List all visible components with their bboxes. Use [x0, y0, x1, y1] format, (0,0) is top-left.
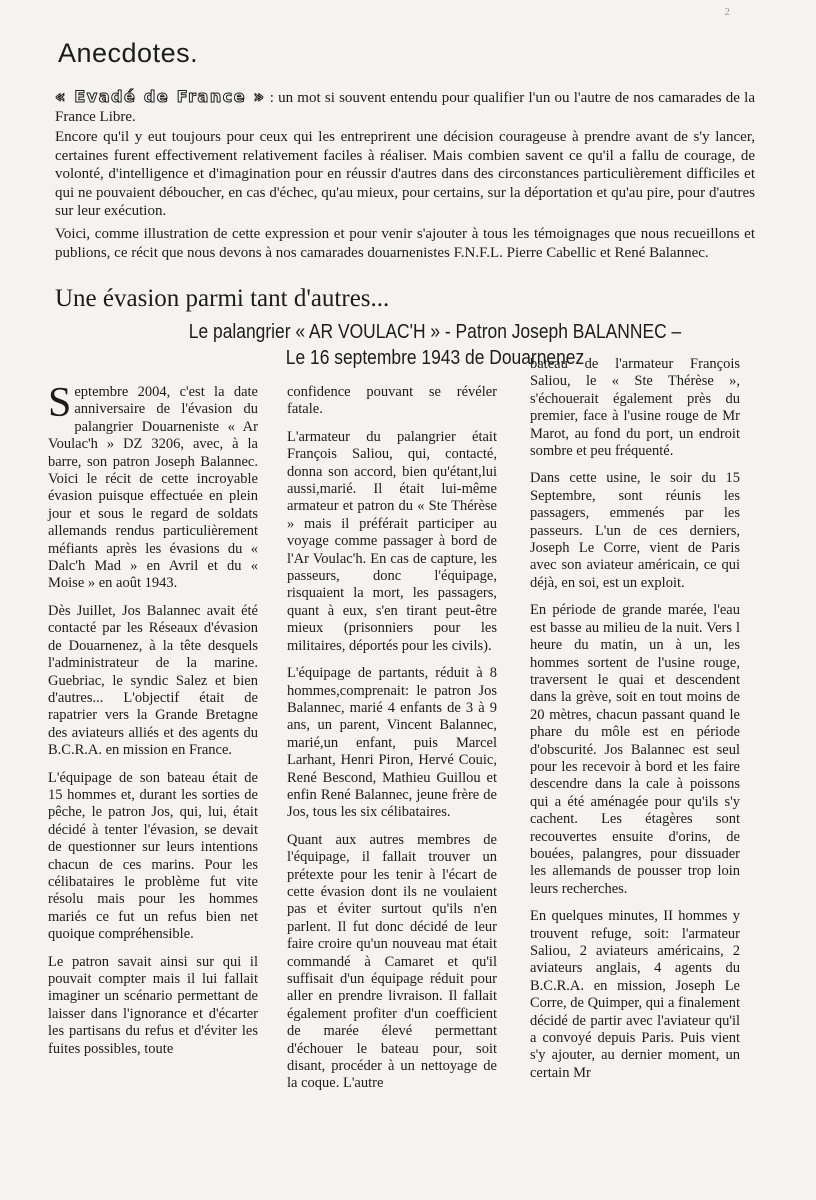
column-3 [530, 356, 740, 1092]
column-3-paragraph-3: En période de grande marée, l'eau est basse au milieu de la nuit. Vers l heure du matin, un à un, les hommes sortent de l'usine rouge, traversent le quai et descendent dans la grève, soit en tout moins de 20 mètres, chacun passant quand le phare du môle est en période d'obscurité. Jos Balannec est seul pour les recevoir à bord et les faire descendre dans la cale à poissons qui a été aménagée pour qu'ils s'y cachent. Les étagères sont recouvertes ensuite d'orins, de bouées, palangres, pour dissuader les allemands de pousser trop loin leurs recherches. [530, 602, 740, 897]
column-1-paragraph-2: Dès Juillet, Jos Balannec avait été contacté par les Réseaux d'évasion de Douarnenez, à la tête desquels l'administrateur de la marine. Guebriac, le syndic Salez et bien d'autres... L'objectif était de rapatrier vers la Grande Bretagne des aviateurs alliés et des agents du B.C.R.A. en mission en France. [48, 602, 258, 759]
intro-paragraph-3: Voici, comme illustration de cette expression et pour venir s'ajouter à tous les témoignages que nous recueillons et publions, ce récit que nous devons à nos camarades douarnenistes F.N.F.L. Pierre Cabellic et René Balannec. [55, 226, 755, 261]
evade-de-france-quote: « Evadé de France » [55, 87, 266, 106]
column-3-paragraph-4: En quelques minutes, II hommes y trouvent refuge, soit: l'armateur Saliou, 2 aviateurs américains, 2 aviateurs anglais, 4 agents du B.C.R.A. en mission, Joseph Le Corre, de Quimper, qui a finalement décidé de partir avec l'aviateur qu'il a convoyé depuis Paris. Puis vient s'y ajouter, au dernier moment, un certain Mr [530, 908, 741, 1081]
intro-paragraph-2: Encore qu'il y eut toujours pour ceux qui les entreprirent une décision courageuse à prendre avant de s'y lancer, certaines furent effectivement relativement faciles à réaliser. Mais combien savent ce qu'il a fallu de courage, de volonté, d'intelligence et d'imagination pour en réussir d'autres dans des circonstances particulièrement difficiles et qui ne pouvaient déboucher, en cas d'échec, qu'au mieux, pour certains, sur la déportation et qu'au pire, pour d'autres sur leur exécution. [55, 129, 755, 219]
column-2 [287, 384, 497, 1103]
column-1-paragraph-1: Septembre 2004, c'est la date anniversaire de l'évasion du palangrier Douarneniste « Ar Voulac'h » DZ 3206, avec, à la barre, son patron Joseph Balannec. Voici le récit de cette incroyable évasion puisque effectuée en plein jour et sous le regard de soldats allemands rendus particulièrement méfiants après les évasions du « Dalc'h Mad » en Avril et du « Moise » en août 1943. [48, 380, 258, 592]
column-2-paragraph-3: L'équipage de partants, réduit à 8 hommes,comprenait: le patron Jos Balannec, marié 4 enfants de 3 à 9 ans, un parent, Vincent Balannec, marié,un enfant, puis Marcel Larhant, Henri Piron, Hervé Couic, René Bescond, Mathieu Guillou et enfin René Balannec, jeune frère de Jos, tous les six célibataires. [287, 665, 497, 821]
column-1 [48, 380, 258, 1068]
heading-evasion: Une évasion parmi tant d'autres... [55, 285, 390, 312]
column-1-paragraph-4: Le patron savait ainsi sur qui il pouvait compter mais il lui fallait imaginer un scénario permettant de laisser dans l'ignorance et d'écarter les partisans du refus et d'éviter les fuites possibles, toute [48, 953, 258, 1057]
subtitle-line-2: Le 16 septembre 1943 de Douarnenez [285, 346, 585, 369]
column-2-paragraph-1: confidence pouvant se révéler fatale. [287, 384, 497, 418]
subtitle-line-1: Le palangrier « AR VOULAC'H » - Patron Joseph BALANNEC – [188, 320, 682, 343]
intro-paragraph-1-text: : un mot si souvent entendu pour qualifier l'un ou l'autre de nos camarades de la France Libre. [55, 90, 756, 125]
column-3-paragraph-2: Dans cette usine, le soir du 15 Septembre, sont réunis les passagers, emmenés par les passeurs. L'un de ces derniers, Joseph Le Corre, vient de Paris avec son aviateur américain, ce qui déjà, en soi, est un exploit. [530, 470, 740, 591]
drop-cap: S [48, 380, 72, 426]
intro-paragraph-1 [55, 88, 755, 126]
page-mark: 2 [724, 6, 730, 18]
column-1-paragraph-3: L'équipage de son bateau était de 15 hommes et, durant les sorties de pêche, le patron Jos, qui, lui, était décidé à tenter l'évasion, se devait de questionner sur leurs intentions chacun de ces marins. Pour les célibataires le problème fut vite résolu mais pour les hommes mariés ce fut un refus bien net quoique compréhensible. [48, 769, 258, 943]
column-3-paragraph-1: bateau de l'armateur François Saliou, le « Ste Thérèse », s'échouerait également près du premier, face à l'usine rouge de Mr Marot, au fond du port, un endroit sombre et peu fréquenté. [530, 356, 740, 460]
column-2-paragraph-4: Quant aux autres membres de l'équipage, il fallait trouver un prétexte pour les tenir à l'écart de cette évasion dont ils ne voulaient pas et éviter surtout qu'ils n'en parlent. Il fut donc décidé de leur faire croire qu'un nouveau mat était commandé à Camaret et qu'il suffisait d'un équipage réduit pour aller en prendre livraison. Il fallait également profiter d'un coefficient de marée élevé permettant d'échouer le bateau pour, soit disant, procéder à un nettoyage de la coque. L'autre [287, 831, 497, 1092]
column-2-paragraph-2: L'armateur du palangrier était François Saliou, qui, contacté, donna son accord, bien qu'étant,lui aussi,marié. Il était lui-même armateur et patron du « Ste Thérèse » mais il préférait participer au voyage comme passager à bord de l'Ar Voulac'h. En cas de capture, les passeurs, donc l'équipage, risquaient la mort, les passagers, quant à eux, s'en tirant peut-être mieux (prisonniers pour les militaires, déportés pour les civils). [287, 428, 497, 654]
heading-anecdotes: Anecdotes. [58, 38, 199, 68]
